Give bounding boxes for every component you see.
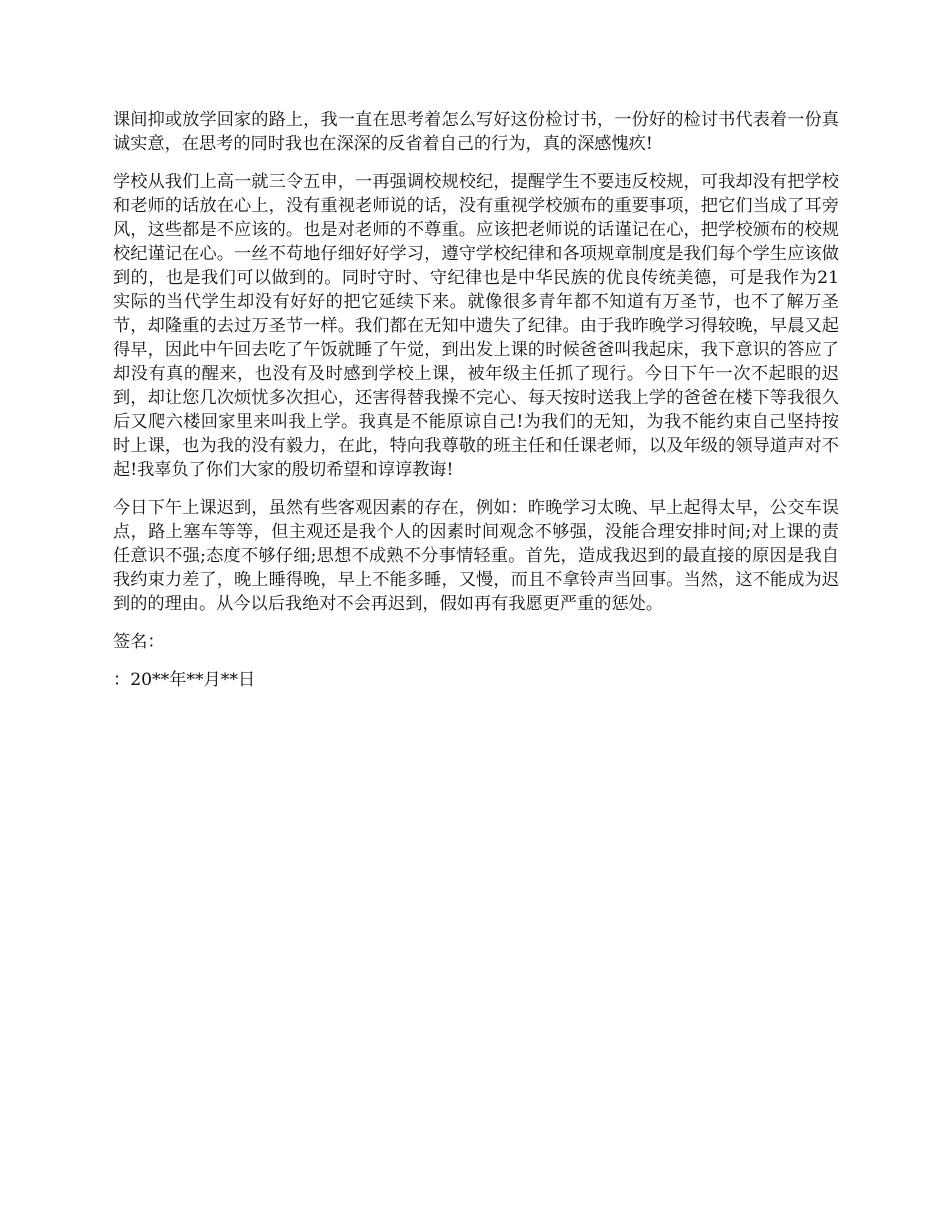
- document-body: [113, 108, 839, 706]
- paragraph-main: 学校从我们上高一就三令五申，一再强调校规校纪，提醒学生不要违反校规，可我却没有把学校和老师的话放在心上，没有重视老师说的话，没有重视学校颁布的重要事项，把它们当成了耳旁风，这些都是不应该的。也是对老师的不尊重。应该把老师说的话谨记在心，把学校颁布的校规校纪谨记在心。一丝不苟地仔细好好学习，遵守学校纪律和各项规章制度是我们每个学生应该做到的，也是我们可以做到的。同时守时、守纪律也是中华民族的优良传统美德，可是我作为21实际的当代学生却没有好好的把它延续下来。就像很多青年都不知道有万圣节，也不了解万圣节，却隆重的去过万圣节一样。我们都在无知中遗失了纪律。由于我昨晚学习得较晚，早晨又起得早，因此中午回去吃了午饭就睡了午觉，到出发上课的时候爸爸叫我起床，我下意识的答应了却没有真的醒来，也没有及时感到学校上课，被年级主任抓了现行。今日下午一次不起眼的迟到，却让您几次烦忧多次担心，还害得替我操不完心、每天按时送我上学的爸爸在楼下等我很久后又爬六楼回家里来叫我上学。我真是不能原谅自己!为我们的无知，为我不能约束自己坚持按时上课，也为我的没有毅力，在此，特向我尊敬的班主任和任课老师，以及年级的领导道声对不起!我辜负了你们大家的殷切希望和谆谆教诲!: [113, 172, 839, 480]
- date-line: ：20**年**月**日: [113, 670, 256, 690]
- paragraph-reflection: 今日下午上课迟到，虽然有些客观因素的存在，例如：昨晚学习太晚、早上起得太早，公交车误点，路上塞车等等，但主观还是我个人的因素时间观念不够强，没能合理安排时间;对上课的责任意识不强;态度不够仔细;思想不成熟不分事情轻重。首先，造成我迟到的最直接的原因是我自我约束力差了，晚上睡得晚，早上不能多睡，又慢，而且不拿铃声当回事。当然，这不能成为迟到的的理由。从今以后我绝对不会再迟到，假如再有我愿更严重的惩处。: [113, 498, 839, 614]
- paragraph-intro: 课间抑或放学回家的路上，我一直在思考着怎么写好这份检讨书，一份好的检讨书代表着一份真诚实意，在思考的同时我也在深深的反省着自己的行为，真的深感愧疚!: [113, 110, 839, 154]
- signature-label: 签名：: [113, 632, 165, 652]
